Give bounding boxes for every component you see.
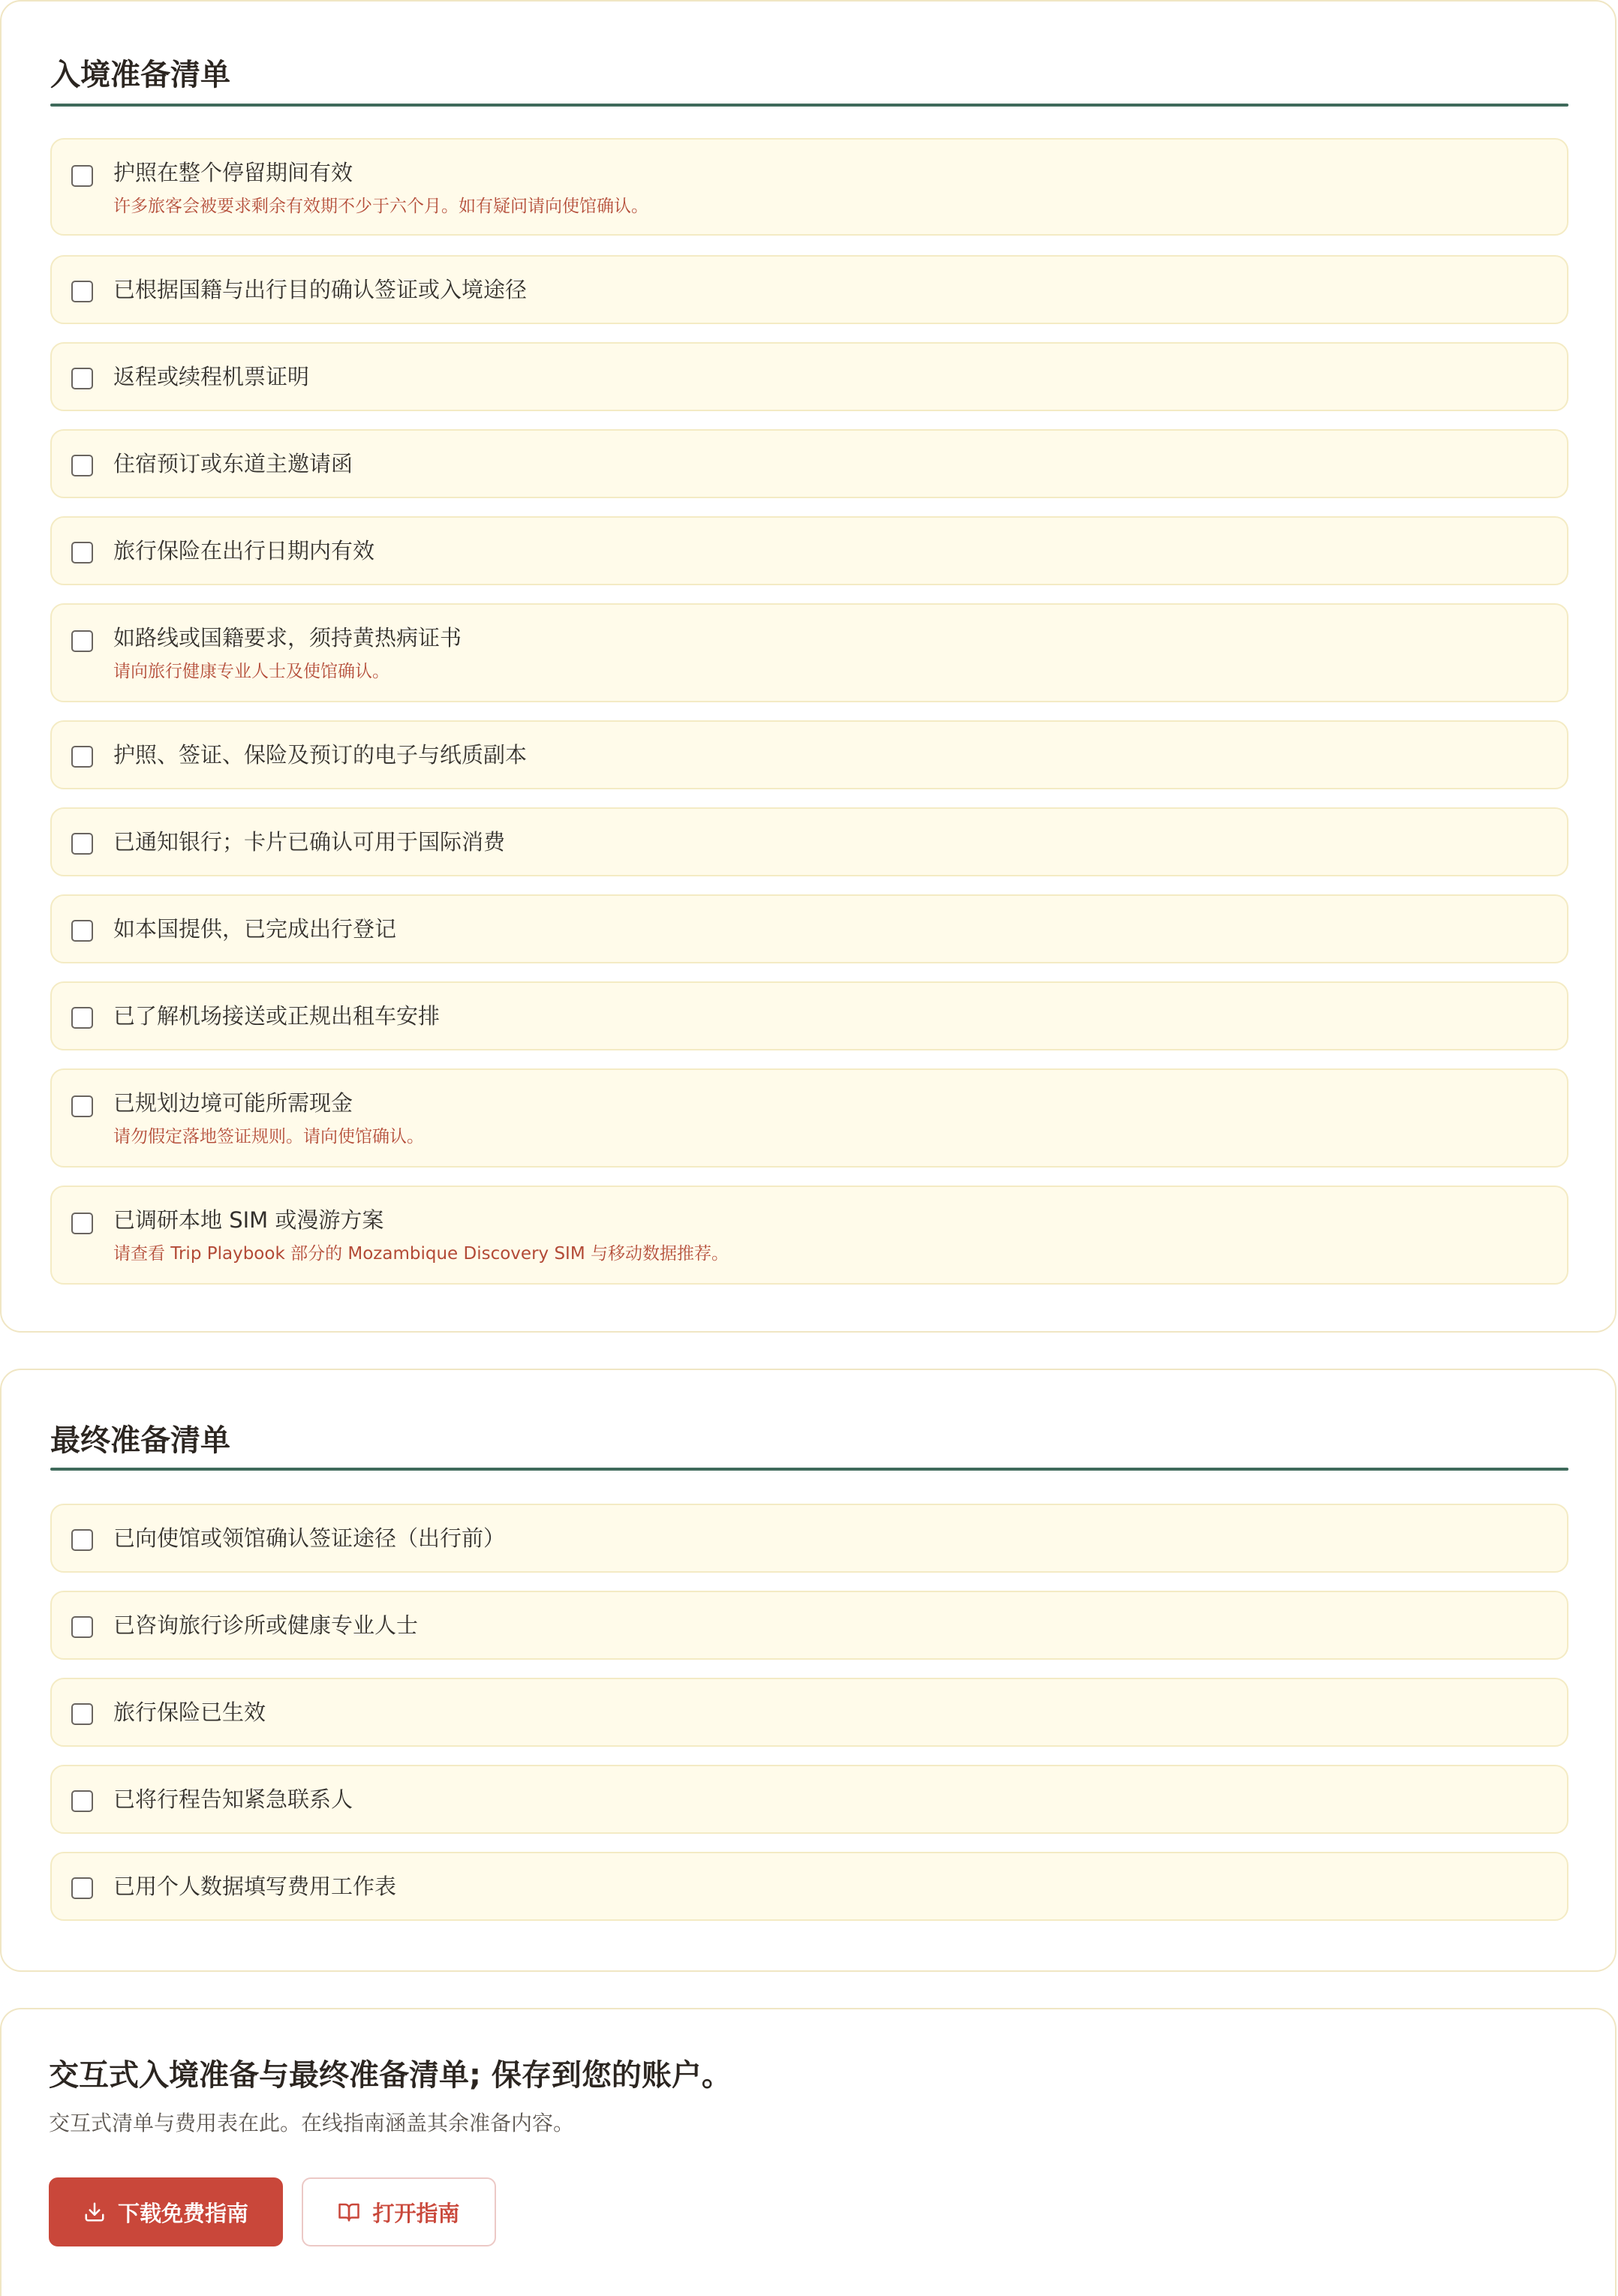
checklist-item[interactable] [50,516,1568,585]
item-label: 护照、签证、保险及预订的电子与纸质副本 [113,742,528,768]
checkbox[interactable] [71,833,93,855]
checklist-item[interactable] [50,1504,1568,1573]
item-note: 请勿假定落地签证规则。请向使馆确认。 [113,1127,424,1146]
book-open-icon [338,2201,360,2223]
final-checklist-card [0,1369,1616,1972]
item-label: 已了解机场接送或正规出租车安排 [113,1003,441,1029]
item-label: 旅行保险在出行日期内有效 [113,538,375,563]
checklist-item[interactable] [50,1186,1568,1285]
checkbox[interactable] [71,920,93,942]
item-label: 已将行程告知紧急联系人 [113,1787,353,1812]
entry-checklist-title: 入境准备清单 [50,58,230,92]
item-label: 返程或续程机票证明 [113,364,310,389]
title-divider [50,104,1568,107]
checklist-item[interactable] [50,1068,1568,1168]
item-label: 已规划边境可能所需现金 [113,1090,353,1116]
checkbox[interactable] [71,1703,93,1725]
checklist-item[interactable] [50,138,1568,236]
checkbox[interactable] [71,1095,93,1117]
guide-cta-card [0,2008,1616,2296]
title-divider [50,1468,1568,1471]
item-note: 请向旅行健康专业人士及使馆确认。 [113,662,389,681]
item-label: 已向使馆或领馆确认签证途径（出行前） [113,1525,506,1551]
checkbox[interactable] [71,1790,93,1812]
open-guide-button[interactable] [302,2177,496,2246]
checkbox[interactable] [71,1616,93,1638]
item-label: 已调研本地 SIM 或漫游方案 [113,1207,384,1233]
checkbox[interactable] [71,1007,93,1029]
item-label: 住宿预订或东道主邀请函 [113,451,353,476]
checklist-item[interactable] [50,603,1568,702]
checklist-item[interactable] [50,1591,1568,1660]
checkbox[interactable] [71,542,93,563]
cta-subtitle: 交互式清单与费用表在此。在线指南涵盖其余准备内容。 [49,2111,575,2135]
item-label: 护照在整个停留期间有效 [113,160,353,185]
checklist-item[interactable] [50,1765,1568,1834]
checklist-item[interactable] [50,894,1568,963]
item-label: 如本国提供，已完成出行登记 [113,916,397,942]
checkbox[interactable] [71,1877,93,1899]
checklist-item[interactable] [50,429,1568,498]
download-guide-button[interactable] [49,2177,283,2246]
checklist-item[interactable] [50,1852,1568,1921]
item-label: 已根据国籍与出行目的确认签证或入境途径 [113,277,528,302]
checkbox[interactable] [71,368,93,389]
download-guide-label: 下载免费指南 [117,2200,248,2226]
open-guide-label: 打开指南 [372,2200,460,2226]
download-icon [83,2201,106,2223]
checklist-item[interactable] [50,342,1568,411]
checkbox[interactable] [71,281,93,302]
checklist-item[interactable] [50,1678,1568,1747]
checkbox[interactable] [71,630,93,652]
item-label: 已用个人数据填写费用工作表 [113,1874,397,1899]
item-label: 旅行保险已生效 [113,1699,266,1725]
checklist-item[interactable] [50,255,1568,324]
checkbox[interactable] [71,1213,93,1234]
checklist-item[interactable] [50,807,1568,876]
item-label: 如路线或国籍要求，须持黄热病证书 [113,625,462,651]
checkbox[interactable] [71,1529,93,1551]
checklist-item[interactable] [50,981,1568,1050]
final-checklist-title: 最终准备清单 [50,1423,230,1458]
item-label: 已咨询旅行诊所或健康专业人士 [113,1612,419,1638]
checklist-item[interactable] [50,720,1568,789]
item-label: 已通知银行；卡片已确认可用于国际消费 [113,829,506,855]
checkbox[interactable] [71,455,93,476]
cta-title: 交互式入境准备与最终准备清单; 保存到您的账户。 [49,2058,732,2093]
item-note: 请查看 Trip Playbook 部分的 Mozambique Discovery SIM 与移动数据推荐。 [113,1244,729,1264]
item-note: 许多旅客会被要求剩余有效期不少于六个月。如有疑问请向使馆确认。 [113,197,648,216]
checkbox[interactable] [71,746,93,768]
checkbox[interactable] [71,165,93,187]
